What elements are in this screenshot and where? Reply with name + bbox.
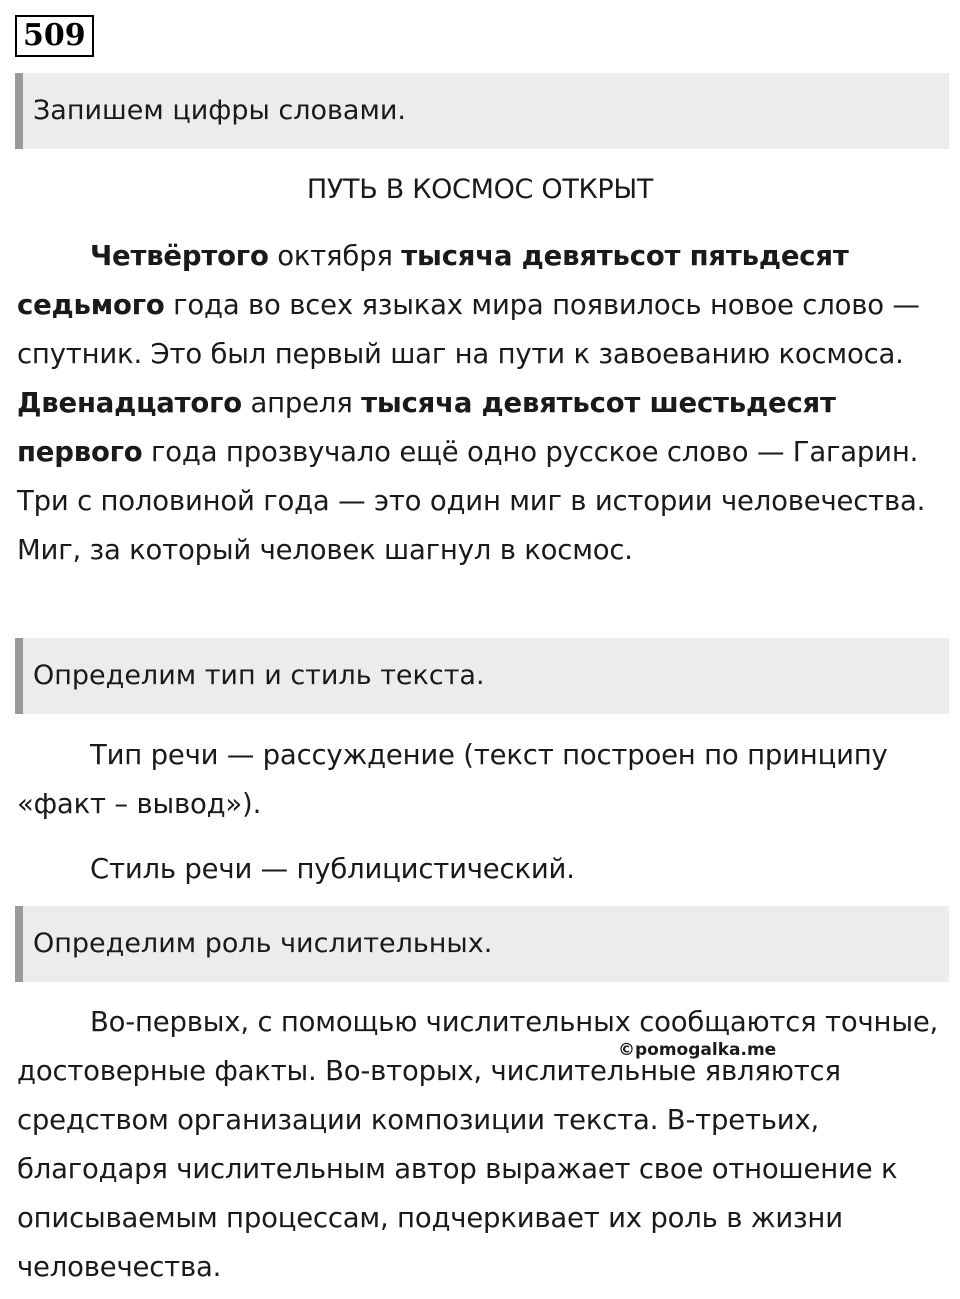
section-heading-numbers: Запишем цифры словами.: [15, 73, 949, 149]
main-text-paragraph: [17, 232, 945, 575]
section-heading-numerals-role: Определим роль числительных.: [15, 906, 949, 982]
bold-numeral: Четвёртого: [90, 240, 269, 272]
bold-numeral: тысяча девятьсот пятьдесят седьмого: [17, 240, 849, 321]
speech-type-paragraph: Тип речи — рассуждение (текст построен по принципу «факт – вывод»).: [17, 739, 888, 820]
numerals-role-paragraph: Во-первых, с помощью числительных сообщаются точные, достоверные факты. Во-вторых, числительные являются средством организации композиции текста. В-третьих, благодаря числительным автор выражает свое отношение к описываемым процессам, подчеркивает их роль в жизни человечества.: [17, 1006, 939, 1283]
bold-numeral: Двенадцатого: [17, 387, 242, 419]
text-fragment: года прозвучало ещё одно русское слово — Гагарин. Три с половиной года — это один миг в истории человечества. Миг, за который человек шагнул в космос.: [17, 436, 926, 566]
bold-numeral: тысяча девятьсот шестьдесят первого: [17, 387, 836, 468]
section-heading-type-style: Определим тип и стиль текста.: [15, 638, 949, 714]
text-title: ПУТЬ В КОСМОС ОТКРЫТ: [306, 174, 654, 205]
watermark: ©pomogalka.me: [618, 1040, 777, 1060]
speech-style-paragraph: Стиль речи — публицистический.: [90, 853, 575, 885]
text-fragment: года во всех языках мира появилось новое слово — спутник. Это был первый шаг на пути к завоеванию космоса.: [17, 289, 920, 370]
task-number: 509: [15, 15, 94, 57]
text-fragment: октября: [268, 240, 402, 272]
text-fragment: апреля: [241, 387, 362, 419]
